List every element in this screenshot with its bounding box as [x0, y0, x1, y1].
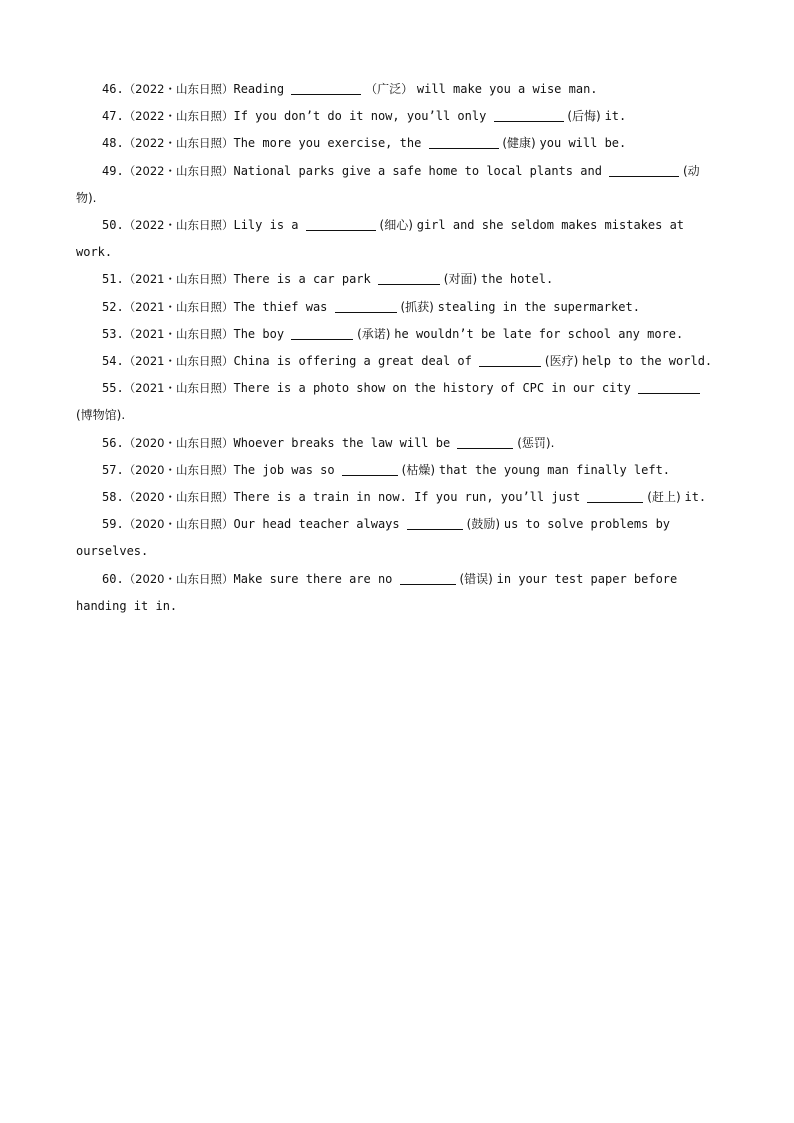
question-53 — [76, 321, 716, 348]
question-text-before: National parks give a safe home to local plants and — [233, 163, 610, 178]
question-hint: (动物). — [76, 163, 700, 205]
question-hint: (错误) — [455, 571, 497, 586]
question-source: （2020・山东日照） — [123, 462, 234, 477]
question-hint: (细心) — [375, 218, 417, 233]
question-57 — [76, 457, 716, 484]
question-number: 54. — [102, 354, 124, 369]
question-text-after: help to the world. — [582, 354, 713, 369]
question-text-before: The thief was — [233, 299, 335, 314]
answer-blank[interactable] — [457, 436, 513, 449]
question-text-after: you will be. — [539, 136, 627, 151]
question-text-before: Our head teacher always — [233, 517, 407, 532]
question-hint: (惩罚). — [513, 435, 555, 450]
question-source: （2020・山东日照） — [123, 517, 234, 532]
answer-blank[interactable] — [638, 381, 700, 394]
question-hint: (健康) — [498, 136, 540, 151]
question-list — [76, 76, 716, 620]
question-text-after: that the young man finally left. — [438, 462, 671, 477]
question-text-after: girl and she seldom makes mistakes at work. — [76, 218, 685, 260]
question-hint: (后悔) — [563, 109, 605, 124]
question-text-after: the hotel. — [480, 272, 554, 287]
question-text-before: China is offering a great deal of — [233, 354, 480, 369]
question-source: （2021・山东日照） — [123, 381, 234, 396]
question-source: （2021・山东日照） — [123, 326, 234, 341]
question-source: （2022・山东日照） — [123, 218, 234, 233]
question-source: （2021・山东日照） — [123, 299, 234, 314]
question-number: 60. — [102, 571, 124, 586]
question-51 — [76, 266, 716, 293]
question-hint: (医疗) — [541, 354, 583, 369]
question-hint: (鼓励) — [462, 517, 504, 532]
question-number: 46. — [102, 82, 124, 96]
question-46 — [76, 76, 716, 103]
answer-blank[interactable] — [479, 354, 541, 367]
question-number: 57. — [102, 462, 124, 477]
answer-blank[interactable] — [494, 109, 564, 122]
question-source: （2022・山东日照） — [123, 109, 234, 124]
question-58 — [76, 484, 716, 511]
question-hint: (承诺) — [353, 326, 395, 341]
question-source: （2020・山东日照） — [123, 490, 234, 505]
question-number: 47. — [102, 109, 124, 124]
question-hint: (抓获) — [396, 299, 438, 314]
question-text-before: Whoever breaks the law will be — [233, 435, 458, 450]
question-text-after: will make you a wise man. — [416, 82, 598, 96]
question-hint: (赶上) — [643, 490, 685, 505]
question-text-after: stealing in the supermarket. — [437, 299, 640, 314]
answer-blank[interactable] — [378, 272, 440, 285]
question-text-before: Make sure there are no — [233, 571, 400, 586]
question-number: 48. — [102, 136, 124, 151]
question-number: 58. — [102, 490, 124, 505]
question-number: 50. — [102, 218, 124, 233]
question-source: （2022・山东日照） — [123, 136, 234, 151]
question-text-before: Lily is a — [233, 218, 306, 233]
question-source: （2020・山东日照） — [123, 571, 234, 586]
question-hint: (对面) — [439, 272, 481, 287]
question-48 — [76, 130, 716, 157]
question-text-after: in your test paper before handing it in. — [76, 571, 678, 613]
question-number: 55. — [102, 381, 124, 396]
answer-blank[interactable] — [407, 517, 463, 530]
question-59 — [76, 511, 716, 565]
question-source: （2022・山东日照） — [123, 163, 234, 178]
question-54 — [76, 348, 716, 375]
answer-blank[interactable] — [400, 572, 456, 585]
question-number: 51. — [102, 272, 124, 287]
question-49 — [76, 158, 716, 212]
question-text-after: it. — [684, 490, 707, 505]
question-text-before: There is a photo show on the history of CPC in our city — [233, 381, 639, 396]
answer-blank[interactable] — [306, 218, 376, 231]
question-number: 56. — [102, 435, 124, 450]
answer-blank[interactable] — [342, 463, 398, 476]
question-number: 53. — [102, 326, 124, 341]
question-number: 59. — [102, 517, 124, 532]
question-source: （2020・山东日照） — [123, 435, 234, 450]
question-text-before: There is a car park — [233, 272, 378, 287]
question-hint: （广泛） — [361, 82, 417, 96]
question-47 — [76, 103, 716, 130]
question-52 — [76, 294, 716, 321]
question-60 — [76, 566, 716, 620]
question-number: 49. — [102, 163, 124, 178]
answer-blank[interactable] — [429, 136, 499, 149]
question-50 — [76, 212, 716, 266]
question-text-after: he wouldn’t be late for school any more. — [394, 326, 684, 341]
question-text-after: it. — [604, 109, 627, 124]
question-text-before: The more you exercise, the — [233, 136, 429, 151]
question-55 — [76, 375, 716, 429]
question-source: （2021・山东日照） — [123, 272, 234, 287]
question-text-before: If you don’t do it now, you’ll only — [233, 109, 494, 124]
question-text-after: us to solve problems by ourselves. — [76, 517, 671, 559]
question-hint: (博物馆). — [76, 408, 126, 423]
answer-blank[interactable] — [291, 327, 353, 340]
question-source: （2022・山东日照） — [123, 82, 234, 96]
question-number: 52. — [102, 299, 124, 314]
answer-blank[interactable] — [335, 300, 397, 313]
question-56 — [76, 430, 716, 457]
answer-blank[interactable] — [587, 490, 643, 503]
answer-blank[interactable] — [609, 164, 679, 177]
question-text-before: Reading — [233, 82, 292, 96]
question-text-before: There is a train in now. If you run, you’ll just — [233, 490, 588, 505]
answer-blank[interactable] — [291, 82, 361, 95]
question-text-before: The boy — [233, 326, 292, 341]
question-text-before: The job was so — [233, 462, 342, 477]
question-source: （2021・山东日照） — [123, 354, 234, 369]
question-hint: (枯燥) — [397, 462, 439, 477]
